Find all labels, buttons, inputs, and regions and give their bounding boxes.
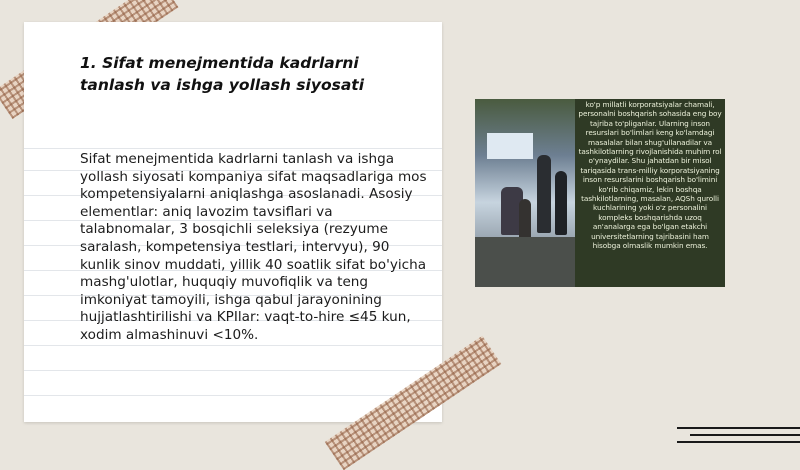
notebook-paper <box>24 22 442 422</box>
photo-desk <box>475 237 575 287</box>
slide-body-text: Sifat menejmentida kadrlarni tanlash va ishga yollash siyosati kompaniya sifat maqsadlariga mos kompetensiyalarni aniqlashga asoslanadi. Asosiy elementlar: aniq lavozim tavsiflari va talabnomalar, 3 bosqichli seleksiya (rezyume saralash, kompetensiya testlari, intervyu), 90 kunlik sinov muddati, yillik 40 soatlik sifat bo'yicha mashg'ulotlar, huquqiy muvofiqlik va teng imkoniyat tamoyili, ishga qabul jarayonining hujjatlashtirilishi va KPIlar: vaqt-to-hire ≤45 kun, xodim almashinuvi <10%. <box>80 151 427 343</box>
slide-title: 1. Sifat menejmentida kadrlarni tanlash va ishga yollash siyosati <box>80 54 365 94</box>
photo-screen <box>487 133 533 159</box>
office-photo <box>475 99 575 287</box>
photo-person <box>555 171 567 235</box>
photo-person <box>537 155 551 233</box>
slide-photo <box>475 99 725 287</box>
ruled-line <box>24 148 442 149</box>
decorative-line <box>677 441 800 443</box>
decorative-line <box>677 427 800 429</box>
photo-caption-text: ko'p millatli korporatsiyalar chamali, personalni boshqarish sohasida eng boy tajriba to'pliganlar. Ularning inson resurslari bo'limlari keng ko'lamdagi masalalar bilan shug'ullanadilar va tashkilotlarning rivojlanishida muhim rol o'ynaydilar. Shu jahatdan bir misol tariqasida trans-milliy korporatsiyaning inson resurslarini boshqarish bo'limini ko'rib chiqamiz, lekin boshqa tashkilotlarning, masalan, AQSh qurolli kuchlarining yoki o'z personalini kompleks boshqarishda uzoq an'analarga ega bo'lgan etakchi universitetlarning tajribasini ham hisobga olmaslik mumkin emas. <box>578 100 722 251</box>
ruled-line <box>24 395 442 396</box>
ruled-line <box>24 345 442 346</box>
ruled-line <box>24 370 442 371</box>
decorative-line <box>690 434 800 436</box>
